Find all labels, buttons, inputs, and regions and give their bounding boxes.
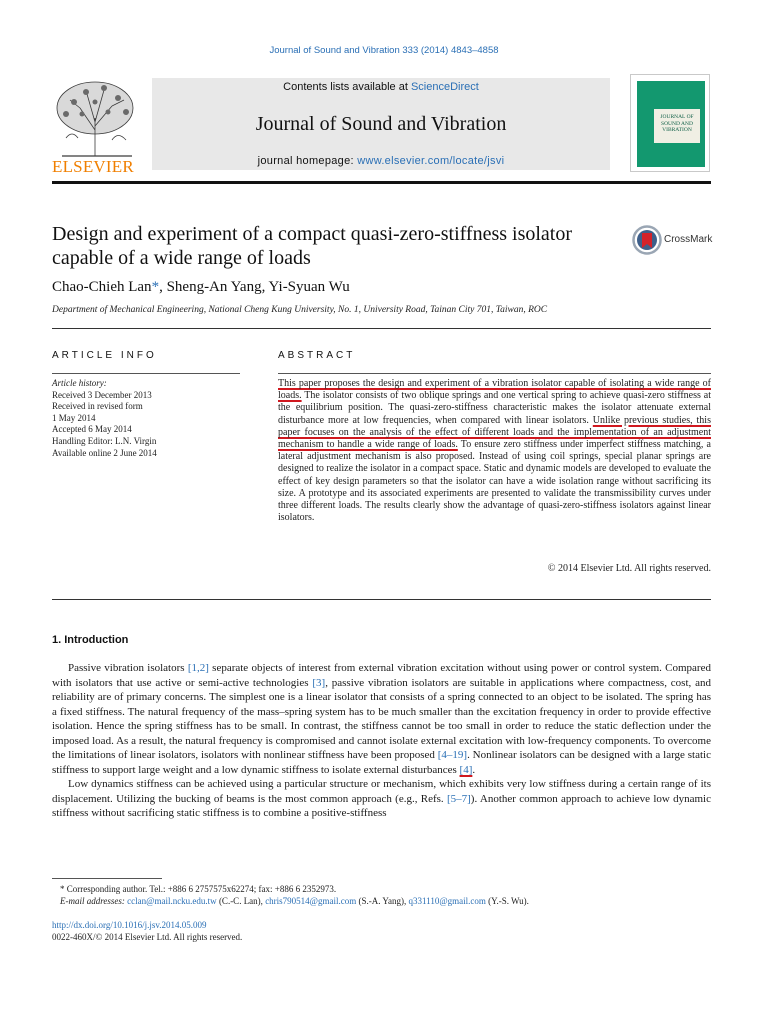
- citation-link[interactable]: [3]: [312, 676, 326, 689]
- paragraph: [52, 777, 711, 821]
- history-line: Handling Editor: L.N. Virgin: [52, 435, 157, 446]
- text-run: .: [472, 763, 476, 776]
- journal-reference-link[interactable]: Journal of Sound and Vibration 333 (2014) 4843–4858: [269, 45, 499, 56]
- cover-title: JOURNAL OF SOUND AND VIBRATION: [654, 109, 700, 143]
- issn-line: 0022-460X/© 2014 Elsevier Ltd. All rights reserved.: [52, 932, 243, 942]
- citation-link[interactable]: [4]: [459, 763, 473, 776]
- header-divider: [52, 181, 711, 184]
- history-line: 1 May 2014: [52, 412, 96, 423]
- text-run: . Nonlinear isolators can be designed with a large static stiffness to support large weight and a low dynamic stiffness to isolate external disturbances: [52, 749, 711, 776]
- text-run: Low dynamics stiffness can be achieved using a particular structure or mechanism, which exhibits very low stiffness during a certain range of its displacement. Utilizing the bucking of beams is the most common approach (e.g., Refs.: [52, 778, 711, 805]
- crossmark-label[interactable]: CrossMark: [664, 234, 713, 245]
- crossmark-icon: [632, 225, 662, 255]
- publisher-name: ELSEVIER: [52, 157, 134, 176]
- doi-block: [52, 919, 242, 943]
- footnote-rule: [52, 878, 162, 879]
- history-line: Received in revised form: [52, 401, 143, 412]
- paragraph: [52, 661, 711, 777]
- text-run: Passive vibration isolators: [68, 662, 188, 674]
- homepage-line: [152, 155, 610, 167]
- author-primary[interactable]: Chao-Chieh Lan: [52, 279, 152, 295]
- history-line: Received 3 December 2013: [52, 389, 152, 400]
- abstract-heading: ABSTRACT: [278, 350, 356, 361]
- intro-body: [52, 661, 711, 821]
- section-heading: 1. Introduction: [52, 634, 129, 646]
- email-link[interactable]: chris790514@gmail.com: [265, 896, 357, 906]
- abstract-text: [278, 378, 711, 524]
- contents-line: [152, 81, 610, 93]
- homepage-prefix: journal homepage:: [257, 155, 358, 167]
- email-owner: (Y.-S. Wu).: [485, 896, 529, 906]
- affiliation: Department of Mechanical Engineering, National Cheng Kung University, No. 1, University Road, Tainan City 701, Taiwan, ROC: [52, 305, 548, 315]
- paper-title: Design and experiment of a compact quasi-zero-stiffness isolator capable of a wide range of loads: [52, 223, 573, 269]
- homepage-link[interactable]: www.elsevier.com/locate/jsvi: [357, 155, 505, 167]
- article-history: [52, 378, 252, 459]
- email-link[interactable]: cclan@mail.ncku.edu.tw: [127, 896, 217, 906]
- citation-link[interactable]: [5–7]: [446, 792, 471, 805]
- abstract-copyright: © 2014 Elsevier Ltd. All rights reserved.: [547, 563, 711, 574]
- article-info-rule: [52, 373, 240, 374]
- abstract-highlight: Unlike previous studies, this paper focuses on the analysis of the effect of different loads and the implementation of an adjustment mechanism to handle a wide range of loads.: [278, 414, 711, 451]
- title-divider: [52, 328, 711, 329]
- doi-link[interactable]: http://dx.doi.org/10.1016/j.jsv.2014.05.009: [52, 920, 207, 930]
- abstract-segment: To ensure zero stiffness under imperfect stiffness matching, a lateral adjustment mechanism is also proposed. Instead of using coil springs, special planar springs are designed to realize the isolator in a compact space. Static and dynamic models are developed to evaluate the effect of key design parameters so that the isolator can have a wide isolation range without sacrificing its size. A prototype and its associated experiments are presented to validate the transmissibility curves under three different loads. The results clearly show the advantage of quasi-zero-stiffness isolators against linear isolators.: [278, 439, 711, 524]
- abstract-rule: [278, 373, 711, 374]
- email-owner: (C.-C. Lan),: [216, 896, 266, 906]
- journal-cover-image-icon[interactable]: [630, 74, 710, 172]
- corresponding-mark[interactable]: *: [151, 279, 160, 295]
- footnotes: [52, 883, 712, 907]
- history-line: Accepted 6 May 2014: [52, 424, 132, 435]
- article-info-heading: ARTICLE INFO: [52, 350, 157, 361]
- email-label: E-mail addresses:: [60, 896, 128, 906]
- text-run: separate objects of interest from external vibration excitation without using power or control system. Compared with isolators that use active or semi-active technologies: [52, 662, 711, 689]
- authors-rest: , Sheng-An Yang, Yi-Syuan Wu: [159, 279, 350, 295]
- abstract-segment: The isolator consists of two oblique springs and one vertical spring to achieve quasi-zero stiffness at the equilibrium position. The quasi-zero-stiffness characteristic makes the isolator attenuate external disturbance more at low frequencies, when compared with linear isolators.: [278, 390, 711, 426]
- text-run: , passive vibration isolators are suitable in applications where compactness, cost, and reliability are of primary concerns. The simplest one is a linear isolator that consists of a spring connected to an object to be isolated. The spring has a fixed stiffness. The natural frequency of the mass–spring system has to be much smaller than the excitation frequency in order to provide effective isolation. Hence the spring stiffness has to be small. In contrast, the stiffness cannot be too small in order to reduce the static deflection under the imposed load. As a result, the natural frequency is compromised and cannot isolate external excitation with low-frequency components. To overcome the limitations of linear isolators, isolators with nonlinear stiffness have been proposed: [52, 676, 711, 761]
- abstract-highlight: This paper proposes the design and experiment of a vibration isolator capable of isolating a wide range of loads.: [278, 378, 711, 402]
- cover-background: [637, 81, 705, 167]
- journal-title: Journal of Sound and Vibration: [255, 113, 507, 135]
- contents-prefix: Contents lists available at: [283, 81, 411, 93]
- citation-link[interactable]: [4–19]: [437, 749, 468, 761]
- history-label: Article history:: [52, 378, 107, 388]
- email-note: [52, 895, 712, 907]
- author-list: [52, 279, 350, 296]
- email-link[interactable]: q331110@gmail.com: [408, 896, 486, 906]
- citation-link[interactable]: [1,2]: [187, 662, 209, 674]
- corresponding-note: * Corresponding author. Tel.: +886 6 2757575x62274; fax: +886 6 2352973.: [60, 884, 337, 894]
- text-run: ). Another common approach to achieve low dynamic stiffness without sacrificing static stiffness is to combine a positive-stiffness: [52, 792, 711, 819]
- email-owner: (S.-A. Yang),: [356, 896, 409, 906]
- abstract-divider: [52, 599, 711, 600]
- sciencedirect-link[interactable]: ScienceDirect: [410, 81, 479, 93]
- history-line: Available online 2 June 2014: [52, 447, 157, 458]
